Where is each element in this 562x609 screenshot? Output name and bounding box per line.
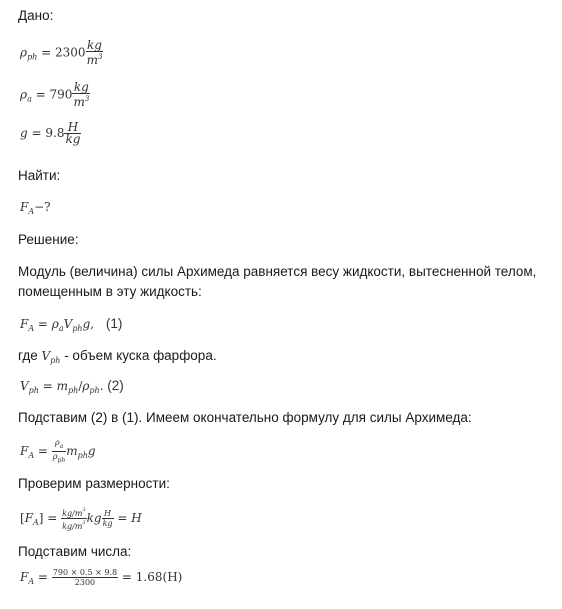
check-units-line: Проверим размерности:: [18, 476, 170, 491]
given-heading: Дано:: [18, 8, 54, 23]
numeric-result: $F_A$ = $\frac{790 \times 0.5 \times 9.8}{2300}$ = 1.68(H): [20, 568, 183, 587]
archimedes-text-line1: Модуль (величина) силы Архимеда равняется весу жидкости, вытесненной телом,: [18, 264, 537, 279]
substitute-line: Подставим (2) в (1). Имеем окончательно формулу для силы Архимеда:: [18, 410, 472, 425]
rho-a-value: 790: [49, 87, 73, 102]
substitute-numbers-line: Подставим числа:: [18, 544, 132, 559]
given-rho-ph: $\rho_{ph} = 2300$ $\frac{kg}{m^3}$: [20, 38, 103, 67]
given-rho-a: $\rho_a = 790$ $\frac{kg}{m^3}$: [20, 80, 90, 109]
g-value: 9.8: [45, 126, 65, 140]
result-denominator: 2300: [74, 578, 96, 587]
result-value: = 1.68(H): [121, 570, 183, 584]
units-equation: $[F_A]$ = $\frac{kg/m^3}{kg/m^3}$ kg $\frac{H}{kg}$ = H: [20, 507, 142, 531]
find-heading: Найти:: [18, 168, 61, 183]
archimedes-text-line2: помещенным в эту жидкость:: [18, 284, 202, 299]
find-formula: $F_A-$?: [20, 200, 51, 216]
where-line: где $V_{ph}$ - объем куска фарфора.: [18, 348, 217, 365]
solution-heading: Решение:: [18, 232, 79, 247]
equation-2-number: . (2): [99, 378, 124, 393]
equation-1-number: (1): [105, 316, 123, 331]
rho-ph-value: 2300: [55, 45, 86, 60]
equation-final: $F_A$ = $\frac{\rho_a}{\rho_{ph}}$ $m_{ph}g$: [20, 438, 96, 464]
equation-2: $V_{ph} = m_{ph}/\rho_{ph}$. (2): [20, 378, 124, 395]
given-g: g = 9.8 $\frac{H}{kg}$: [20, 120, 81, 146]
result-numerator: 790 × 0.5 × 9.8: [52, 568, 118, 577]
equation-1: $F_A = \rho_aV_{ph}g$, (1): [20, 316, 123, 333]
